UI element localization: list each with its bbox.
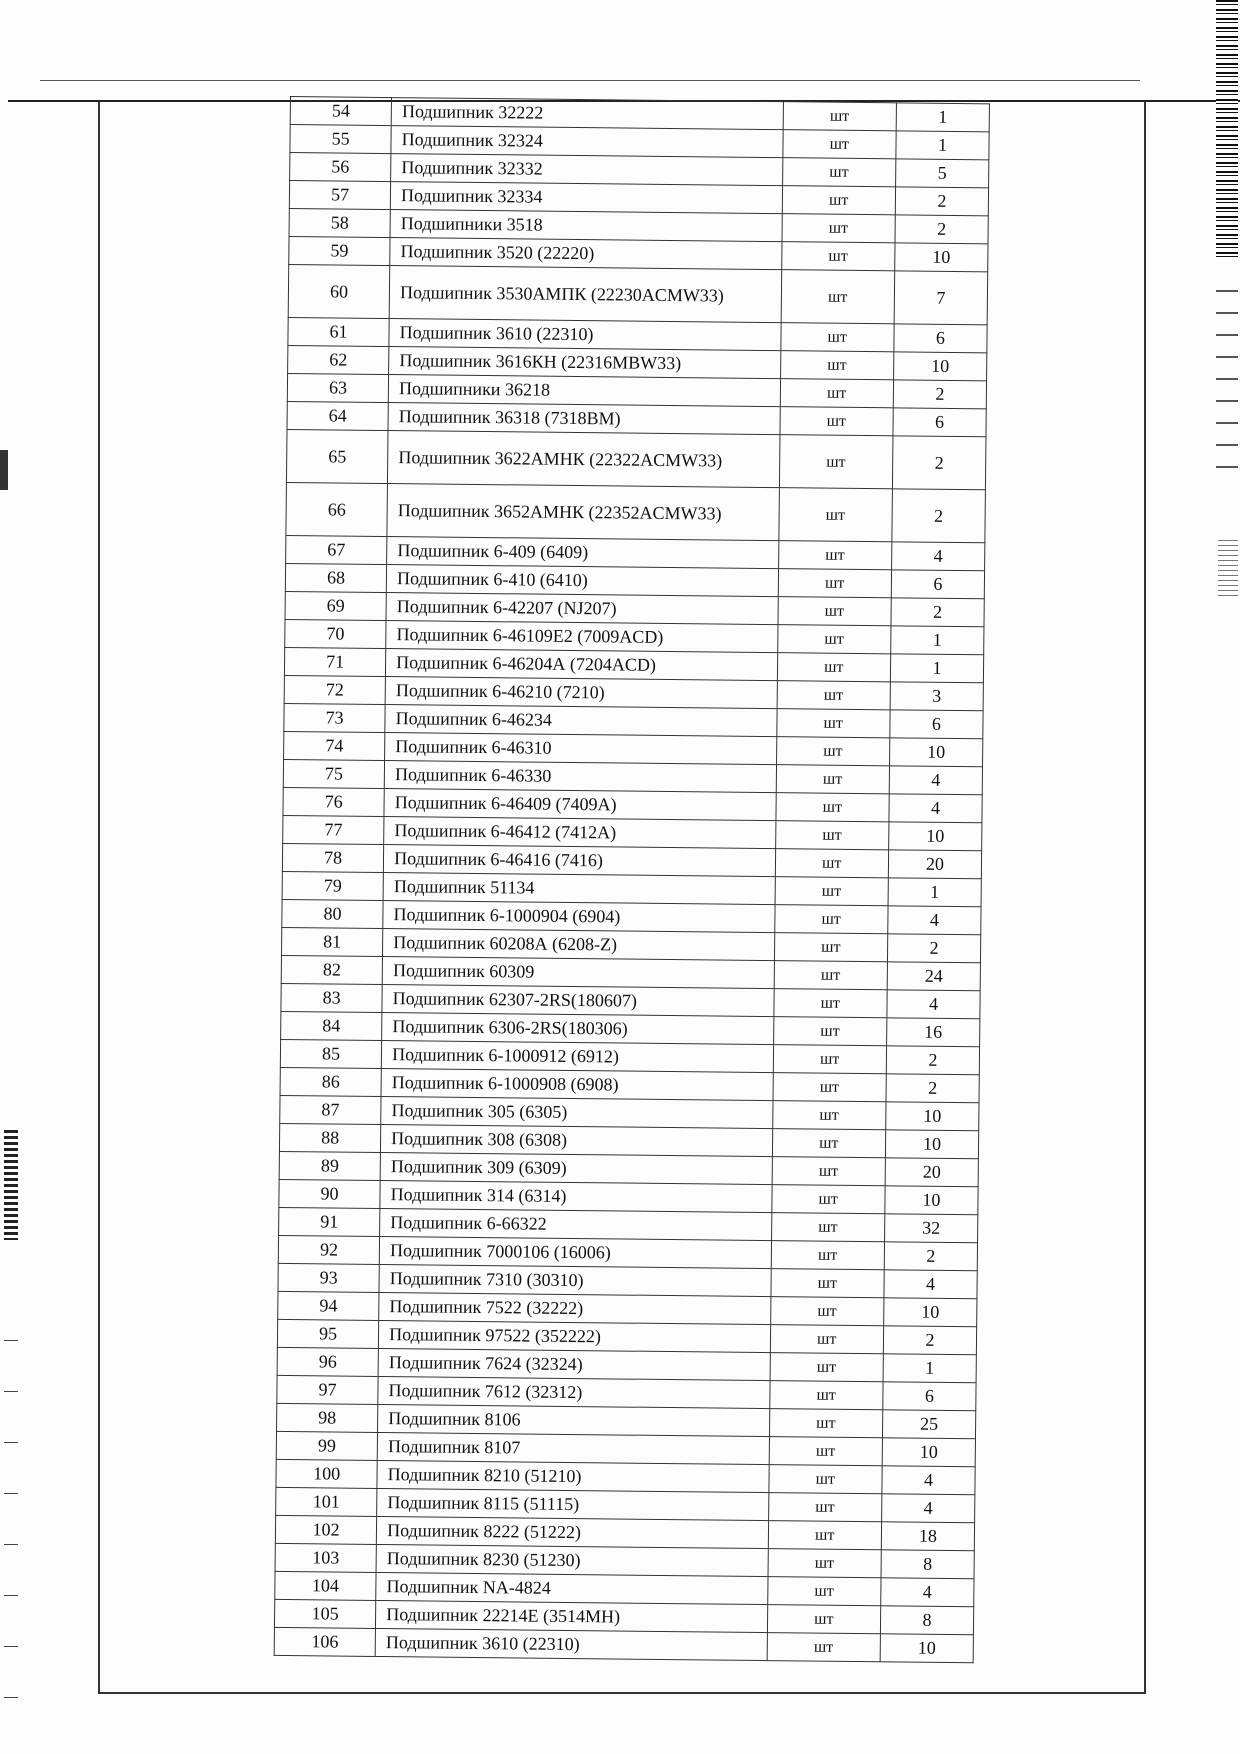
row-number-cell: 56 [290,153,391,182]
row-number-cell: 105 [274,1599,375,1628]
barcode-strip [1216,280,1238,480]
item-name-cell: Подшипник 22214Е (3514МН) [376,1600,768,1632]
bearings-table-body [274,97,989,1663]
quantity-cell: 8 [880,1606,973,1635]
item-name-cell: Подшипники 3518 [390,210,782,242]
unit-cell: шт [782,130,896,159]
quantity-cell: 4 [882,1494,975,1523]
unit-cell: шт [776,765,890,794]
unit-cell: шт [768,1493,882,1522]
row-number-cell: 59 [289,236,390,265]
quantity-cell: 4 [884,1270,977,1299]
unit-cell: шт [778,488,892,542]
item-name-cell: Подшипник 7624 (32324) [378,1348,770,1380]
item-name-cell: Подшипник 32332 [391,154,783,186]
row-number-cell: 93 [278,1263,379,1292]
item-name-cell: Подшипник 8106 [378,1404,770,1436]
row-number-cell: 72 [284,675,385,704]
row-number-cell: 90 [279,1179,380,1208]
scan-artifact-mark [4,1130,18,1240]
quantity-cell: 20 [885,1158,978,1187]
item-name-cell: Подшипник 6-46409 (7409А) [384,789,776,821]
unit-cell: шт [772,1129,886,1158]
quantity-cell: 2 [886,1074,979,1103]
quantity-cell: 2 [892,489,986,543]
unit-cell: шт [775,849,889,878]
item-name-cell: Подшипник 6-66322 [380,1209,772,1241]
unit-cell: шт [776,709,890,738]
row-number-cell: 57 [289,181,390,210]
unit-cell: шт [779,435,893,489]
row-number-cell: 74 [284,731,385,760]
row-number-cell: 75 [283,759,384,788]
unit-cell: шт [777,653,891,682]
unit-cell: шт [776,737,890,766]
quantity-cell: 10 [885,1186,978,1215]
row-number-cell: 58 [289,208,390,237]
quantity-cell: 4 [888,906,981,935]
item-name-cell: Подшипник 6-46416 (7416) [384,845,776,877]
unit-cell: шт [771,1185,885,1214]
item-name-cell: Подшипник 6-46412 (7412А) [384,817,776,849]
quantity-cell: 10 [894,352,987,381]
quantity-cell: 2 [886,1046,979,1075]
item-name-cell: Подшипник 7000106 (16006) [379,1237,771,1269]
unit-cell: шт [771,1241,885,1270]
unit-cell: шт [777,625,891,654]
item-name-cell: Подшипник 8210 (51210) [377,1460,769,1492]
unit-cell: шт [767,1577,881,1606]
unit-cell: шт [783,102,897,131]
item-name-cell: Подшипник 97522 (352222) [379,1320,771,1352]
quantity-cell: 10 [885,1130,978,1159]
quantity-cell: 10 [895,243,988,272]
item-name-cell: Подшипник 60309 [382,957,774,989]
quantity-cell: 25 [882,1410,975,1439]
item-name-cell: Подшипник 305 (6305) [381,1097,773,1129]
item-name-cell: Подшипник 6-410 (6410) [386,565,778,597]
quantity-cell: 18 [881,1522,974,1551]
unit-cell: шт [769,1409,883,1438]
row-number-cell: 86 [280,1067,381,1096]
unit-cell: шт [774,961,888,990]
item-name-cell: Подшипник 8115 (51115) [377,1488,769,1520]
item-name-cell: Подшипник 60208А (6208-Z) [383,929,775,961]
unit-cell: шт [782,186,896,215]
item-name-cell: Подшипник 6-1000908 (6908) [381,1069,773,1101]
row-number-cell: 71 [284,647,385,676]
unit-cell: шт [770,1297,884,1326]
quantity-cell: 1 [896,103,989,132]
item-name-cell: Подшипник 8230 (51230) [376,1544,768,1576]
quantity-cell: 4 [892,542,985,571]
item-name-cell: Подшипник 6-409 (6409) [387,537,779,569]
unit-cell: шт [773,1017,887,1046]
item-name-cell: Подшипник 36318 (7318ВМ) [388,403,780,435]
item-name-cell: Подшипник 6-1000912 (6912) [381,1041,773,1073]
item-name-cell: Подшипник 3530АМПК (22230ACMW33) [389,266,781,323]
row-number-cell: 76 [283,787,384,816]
item-name-cell: Подшипник 6-1000904 (6904) [383,901,775,933]
item-name-cell: Подшипник 314 (6314) [380,1181,772,1213]
unit-cell: шт [780,379,894,408]
unit-cell: шт [772,1101,886,1130]
quantity-cell: 2 [892,436,986,490]
item-name-cell: Подшипник 3622АМНК (22322ACMW33) [388,431,780,488]
unit-cell: шт [767,1605,881,1634]
quantity-cell: 2 [891,598,984,627]
quantity-cell: 6 [883,1382,976,1411]
scan-artifact-mark [0,450,8,490]
quantity-cell: 6 [893,408,986,437]
row-number-cell: 54 [290,97,391,126]
unit-cell: шт [781,242,895,271]
item-name-cell: Подшипник 3610 (22310) [389,319,781,351]
item-name-cell: Подшипник 51134 [383,873,775,905]
quantity-cell: 10 [884,1298,977,1327]
row-number-cell: 95 [277,1319,378,1348]
row-number-cell: 91 [279,1207,380,1236]
quantity-cell: 8 [881,1550,974,1579]
unit-cell: шт [774,933,888,962]
row-number-cell: 66 [286,482,388,536]
unit-cell: шт [782,214,896,243]
unit-cell: шт [772,1157,886,1186]
unit-cell: шт [769,1381,883,1410]
row-number-cell: 92 [278,1235,379,1264]
unit-cell: шт [771,1269,885,1298]
unit-cell: шт [778,541,892,570]
row-number-cell: 83 [281,983,382,1012]
unit-cell: шт [780,323,894,352]
item-name-cell: Подшипник 32334 [390,182,782,214]
table-row [286,482,986,542]
unit-cell: шт [778,597,892,626]
quantity-cell: 2 [895,187,988,216]
item-name-cell: Подшипник 6306-2RS(180306) [382,1013,774,1045]
row-number-cell: 78 [282,843,383,872]
quantity-cell: 4 [889,766,982,795]
quantity-cell: 2 [884,1242,977,1271]
quantity-cell: 10 [882,1438,975,1467]
barcode-strip [1218,540,1238,600]
quantity-cell: 6 [890,710,983,739]
quantity-cell: 10 [886,1102,979,1131]
table-row [288,264,988,324]
row-number-cell: 67 [286,535,387,564]
unit-cell: шт [773,1045,887,1074]
row-number-cell: 85 [280,1039,381,1068]
row-number-cell: 89 [279,1151,380,1180]
row-number-cell: 60 [288,264,390,318]
item-name-cell: Подшипник 8107 [377,1432,769,1464]
row-number-cell: 101 [276,1487,377,1516]
quantity-cell: 20 [888,850,981,879]
row-number-cell: 63 [287,373,388,402]
item-name-cell: Подшипник 7612 (32312) [378,1376,770,1408]
quantity-cell: 24 [887,962,980,991]
row-number-cell: 102 [275,1515,376,1544]
item-name-cell: Подшипник 6-46330 [384,761,776,793]
unit-cell: шт [775,877,889,906]
row-number-cell: 80 [282,899,383,928]
quantity-cell: 6 [891,570,984,599]
row-number-cell: 98 [277,1403,378,1432]
item-name-cell: Подшипник 7522 (32222) [379,1292,771,1324]
quantity-cell: 4 [889,794,982,823]
row-number-cell: 103 [275,1543,376,1572]
item-name-cell: Подшипник 6-46234 [385,705,777,737]
unit-cell: шт [780,351,894,380]
row-number-cell: 62 [288,345,389,374]
row-number-cell: 77 [283,815,384,844]
item-name-cell: Подшипник 8222 (51222) [376,1516,768,1548]
bearings-table [274,96,990,1663]
quantity-cell: 10 [880,1634,973,1663]
unit-cell: шт [782,158,896,187]
quantity-cell: 4 [882,1466,975,1495]
row-number-cell: 84 [281,1011,382,1040]
quantity-cell: 1 [888,878,981,907]
item-name-cell: Подшипник 32222 [391,98,783,130]
row-number-cell: 73 [284,703,385,732]
barcode-strip [1216,0,1238,260]
quantity-cell: 2 [895,215,988,244]
item-name-cell: Подшипник NA-4824 [376,1572,768,1604]
unit-cell: шт [780,407,894,436]
item-name-cell: Подшипник 32324 [391,126,783,158]
row-number-cell: 79 [282,871,383,900]
item-name-cell: Подшипник 6-46310 [385,733,777,765]
unit-cell: шт [775,821,889,850]
row-number-cell: 96 [277,1347,378,1376]
scan-artifact-line [40,80,1140,81]
quantity-cell: 10 [889,738,982,767]
unit-cell: шт [773,1073,887,1102]
unit-cell: шт [775,793,889,822]
item-name-cell: Подшипник 308 (6308) [381,1125,773,1157]
item-name-cell: Подшипник 309 (6309) [380,1153,772,1185]
row-number-cell: 97 [277,1375,378,1404]
row-number-cell: 69 [285,591,386,620]
quantity-cell: 16 [887,1018,980,1047]
row-number-cell: 104 [275,1571,376,1600]
quantity-cell: 1 [890,654,983,683]
unit-cell: шт [781,270,895,324]
row-number-cell: 68 [285,563,386,592]
item-name-cell: Подшипник 62307-2RS(180607) [382,985,774,1017]
quantity-cell: 3 [890,682,983,711]
row-number-cell: 87 [280,1095,381,1124]
unit-cell: шт [778,569,892,598]
quantity-cell: 4 [881,1578,974,1607]
quantity-cell: 2 [893,380,986,409]
quantity-cell: 6 [894,324,987,353]
unit-cell: шт [767,1633,881,1662]
unit-cell: шт [769,1437,883,1466]
quantity-cell: 32 [885,1214,978,1243]
item-name-cell: Подшипник 6-46210 (7210) [385,677,777,709]
unit-cell: шт [777,681,891,710]
row-number-cell: 81 [281,927,382,956]
quantity-cell: 4 [887,990,980,1019]
quantity-cell: 1 [896,131,989,160]
quantity-cell: 5 [896,159,989,188]
scan-artifact-mark [4,1290,18,1710]
row-number-cell: 64 [287,401,388,430]
row-number-cell: 94 [278,1291,379,1320]
item-name-cell: Подшипник 3610 (22310) [375,1628,767,1660]
quantity-cell: 10 [889,822,982,851]
quantity-cell: 7 [894,271,988,325]
item-name-cell: Подшипник 6-42207 (NJ207) [386,593,778,625]
row-number-cell: 65 [286,429,388,483]
row-number-cell: 61 [288,317,389,346]
unit-cell: шт [768,1465,882,1494]
item-name-cell: Подшипник 3616КН (22316MBW33) [389,347,781,379]
unit-cell: шт [774,905,888,934]
row-number-cell: 106 [274,1627,375,1656]
item-name-cell: Подшипник 3652АМНК (22352ACMW33) [387,484,779,541]
quantity-cell: 1 [883,1354,976,1383]
item-name-cell: Подшипники 36218 [388,375,780,407]
row-number-cell: 82 [281,955,382,984]
quantity-cell: 1 [891,626,984,655]
table-row [286,429,986,489]
unit-cell: шт [768,1521,882,1550]
unit-cell: шт [768,1549,882,1578]
row-number-cell: 99 [276,1431,377,1460]
unit-cell: шт [770,1325,884,1354]
row-number-cell: 55 [290,125,391,154]
quantity-cell: 2 [883,1326,976,1355]
unit-cell: шт [771,1213,885,1242]
quantity-cell: 2 [887,934,980,963]
unit-cell: шт [770,1353,884,1382]
row-number-cell: 70 [285,619,386,648]
item-name-cell: Подшипник 6-46109Е2 (7009ACD) [386,621,778,653]
item-name-cell: Подшипник 6-46204А (7204ACD) [386,649,778,681]
row-number-cell: 100 [276,1459,377,1488]
unit-cell: шт [773,989,887,1018]
item-name-cell: Подшипник 7310 (30310) [379,1265,771,1297]
item-name-cell: Подшипник 3520 (22220) [390,238,782,270]
row-number-cell: 88 [279,1123,380,1152]
